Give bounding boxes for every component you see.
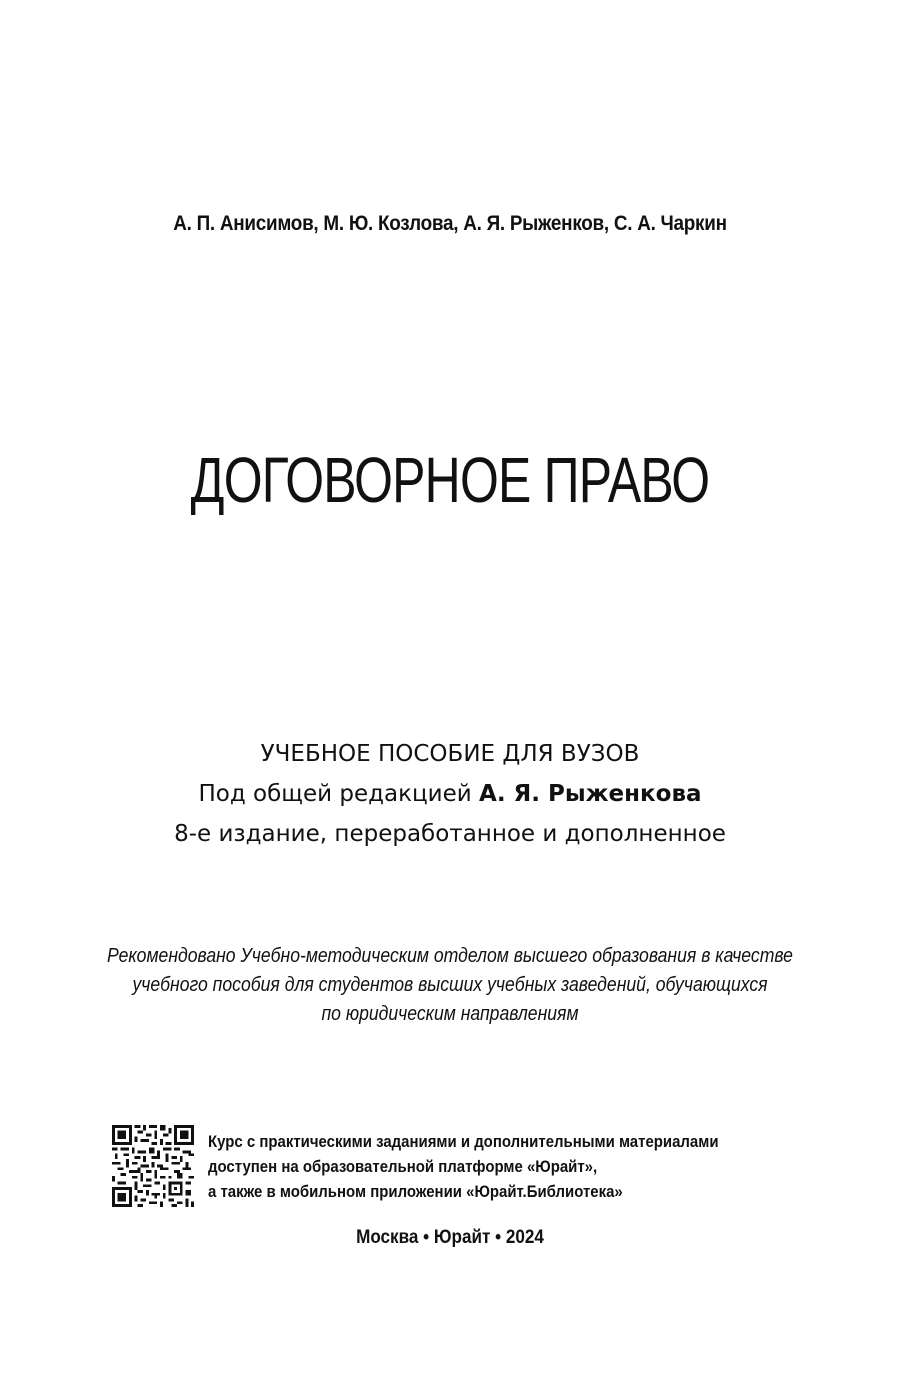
recommendation-line: по юридическим направлениям xyxy=(321,1003,579,1025)
course-info xyxy=(208,1129,771,1204)
course-info-line: Курс с практическими заданиями и дополнительными материалами xyxy=(208,1132,719,1151)
course-info-line: а также в мобильном приложении «Юрайт.Библиотека» xyxy=(208,1182,623,1201)
book-title: ДОГОВОРНОЕ ПРАВО xyxy=(190,444,710,516)
book-type: УЧЕБНОЕ ПОСОБИЕ ДЛЯ ВУЗОВ xyxy=(260,741,640,767)
qr-code-icon xyxy=(112,1125,194,1207)
recommendation xyxy=(54,942,846,1029)
edition: 8-е издание, переработанное и дополненное xyxy=(174,821,726,847)
imprint: Москва • Юрайт • 2024 xyxy=(356,1227,544,1248)
editor-line xyxy=(0,774,900,814)
editor-prefix: Под общей редакцией xyxy=(198,781,472,807)
editor-name: А. Я. Рыженкова xyxy=(479,781,702,807)
authors: А. П. Анисимов, М. Ю. Козлова, А. Я. Рыженков, С. А. Чаркин xyxy=(173,212,727,235)
course-info-line: доступен на образовательной платформе «Юрайт», xyxy=(208,1157,598,1176)
recommendation-line: Рекомендовано Учебно-методическим отделом высшего образования в качестве xyxy=(107,945,793,967)
recommendation-line: учебного пособия для студентов высших учебных заведений, обучающихся xyxy=(132,974,768,996)
subtitle-block xyxy=(0,734,900,854)
